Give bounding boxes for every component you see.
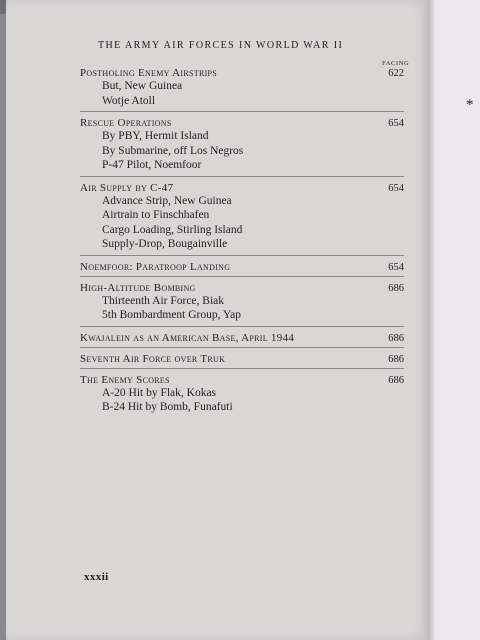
toc-subentry: By Submarine, off Los Negros bbox=[102, 144, 244, 157]
toc-entry bbox=[80, 281, 404, 327]
toc-entry-title: Kwajalein as an American Base, April 1944 bbox=[80, 331, 295, 344]
facing-column-label: FACING bbox=[382, 60, 410, 67]
toc-entry-head bbox=[80, 67, 404, 79]
toc-subentry: A-20 Hit by Flak, Kokas bbox=[102, 386, 217, 399]
toc-entry bbox=[80, 331, 404, 348]
toc-subentry: Cargo Loading, Stirling Island bbox=[102, 223, 243, 236]
toc-entry-page: 654 bbox=[388, 261, 404, 273]
toc-entry-title: The Enemy Scores bbox=[80, 373, 170, 386]
toc-entry-head bbox=[80, 261, 404, 273]
toc-entry bbox=[80, 66, 404, 112]
toc-entry-page: 654 bbox=[388, 118, 404, 129]
toc-entry-title: Postholing Enemy Airstrips bbox=[80, 67, 218, 79]
toc-subentry: But, New Guinea bbox=[102, 80, 183, 92]
toc-subentry: B-24 Hit by Bomb, Funafuti bbox=[102, 401, 233, 413]
table-of-contents bbox=[80, 66, 404, 422]
toc-entry-title: Air Supply by C-47 bbox=[80, 181, 174, 194]
toc-entry-page: 654 bbox=[388, 182, 404, 194]
book-gutter bbox=[428, 0, 436, 640]
toc-entry-page: 686 bbox=[388, 374, 404, 386]
facing-page bbox=[436, 0, 480, 640]
toc-entry-page: 686 bbox=[388, 282, 404, 294]
toc-entry bbox=[80, 116, 404, 177]
toc-entry bbox=[80, 352, 404, 369]
toc-subentry: Wotje Atoll bbox=[102, 94, 156, 107]
toc-entry-title: Rescue Operations bbox=[80, 117, 172, 129]
toc-subentry: By PBY, Hermit Island bbox=[102, 130, 209, 142]
toc-subentry: Supply-Drop, Bougainville bbox=[102, 238, 228, 250]
toc-entry-title: Noemfoor: Paratroop Landing bbox=[80, 260, 231, 273]
toc-entry-head bbox=[80, 353, 404, 365]
toc-entry-head bbox=[80, 282, 404, 294]
toc-entry bbox=[80, 260, 404, 277]
facing-page-mark: * bbox=[466, 97, 474, 113]
toc-entry-head bbox=[80, 332, 404, 344]
toc-entry-page: 622 bbox=[388, 68, 404, 79]
toc-entry bbox=[80, 181, 404, 256]
toc-entry-page: 686 bbox=[388, 332, 404, 344]
toc-subentry: Thirteenth Air Force, Biak bbox=[102, 294, 224, 307]
toc-subentry: 5th Bombardment Group, Yap bbox=[102, 309, 241, 321]
toc-entry bbox=[80, 373, 404, 418]
toc-entry-head bbox=[80, 117, 404, 129]
toc-subentry: Advance Strip, New Guinea bbox=[102, 194, 232, 207]
toc-entry-page: 686 bbox=[388, 353, 404, 365]
page-folio: xxxii bbox=[84, 571, 109, 583]
toc-entry-head bbox=[80, 374, 404, 386]
toc-entry-title: Seventh Air Force over Truk bbox=[80, 352, 226, 365]
toc-subentry: Airtrain to Finschhafen bbox=[102, 209, 210, 221]
toc-entry-title: High-Altitude Bombing bbox=[80, 281, 196, 294]
toc-entry-head bbox=[80, 182, 404, 194]
running-head: THE ARMY AIR FORCES IN WORLD WAR II bbox=[98, 40, 344, 51]
toc-subentry: P-47 Pilot, Noemfoor bbox=[102, 159, 202, 171]
